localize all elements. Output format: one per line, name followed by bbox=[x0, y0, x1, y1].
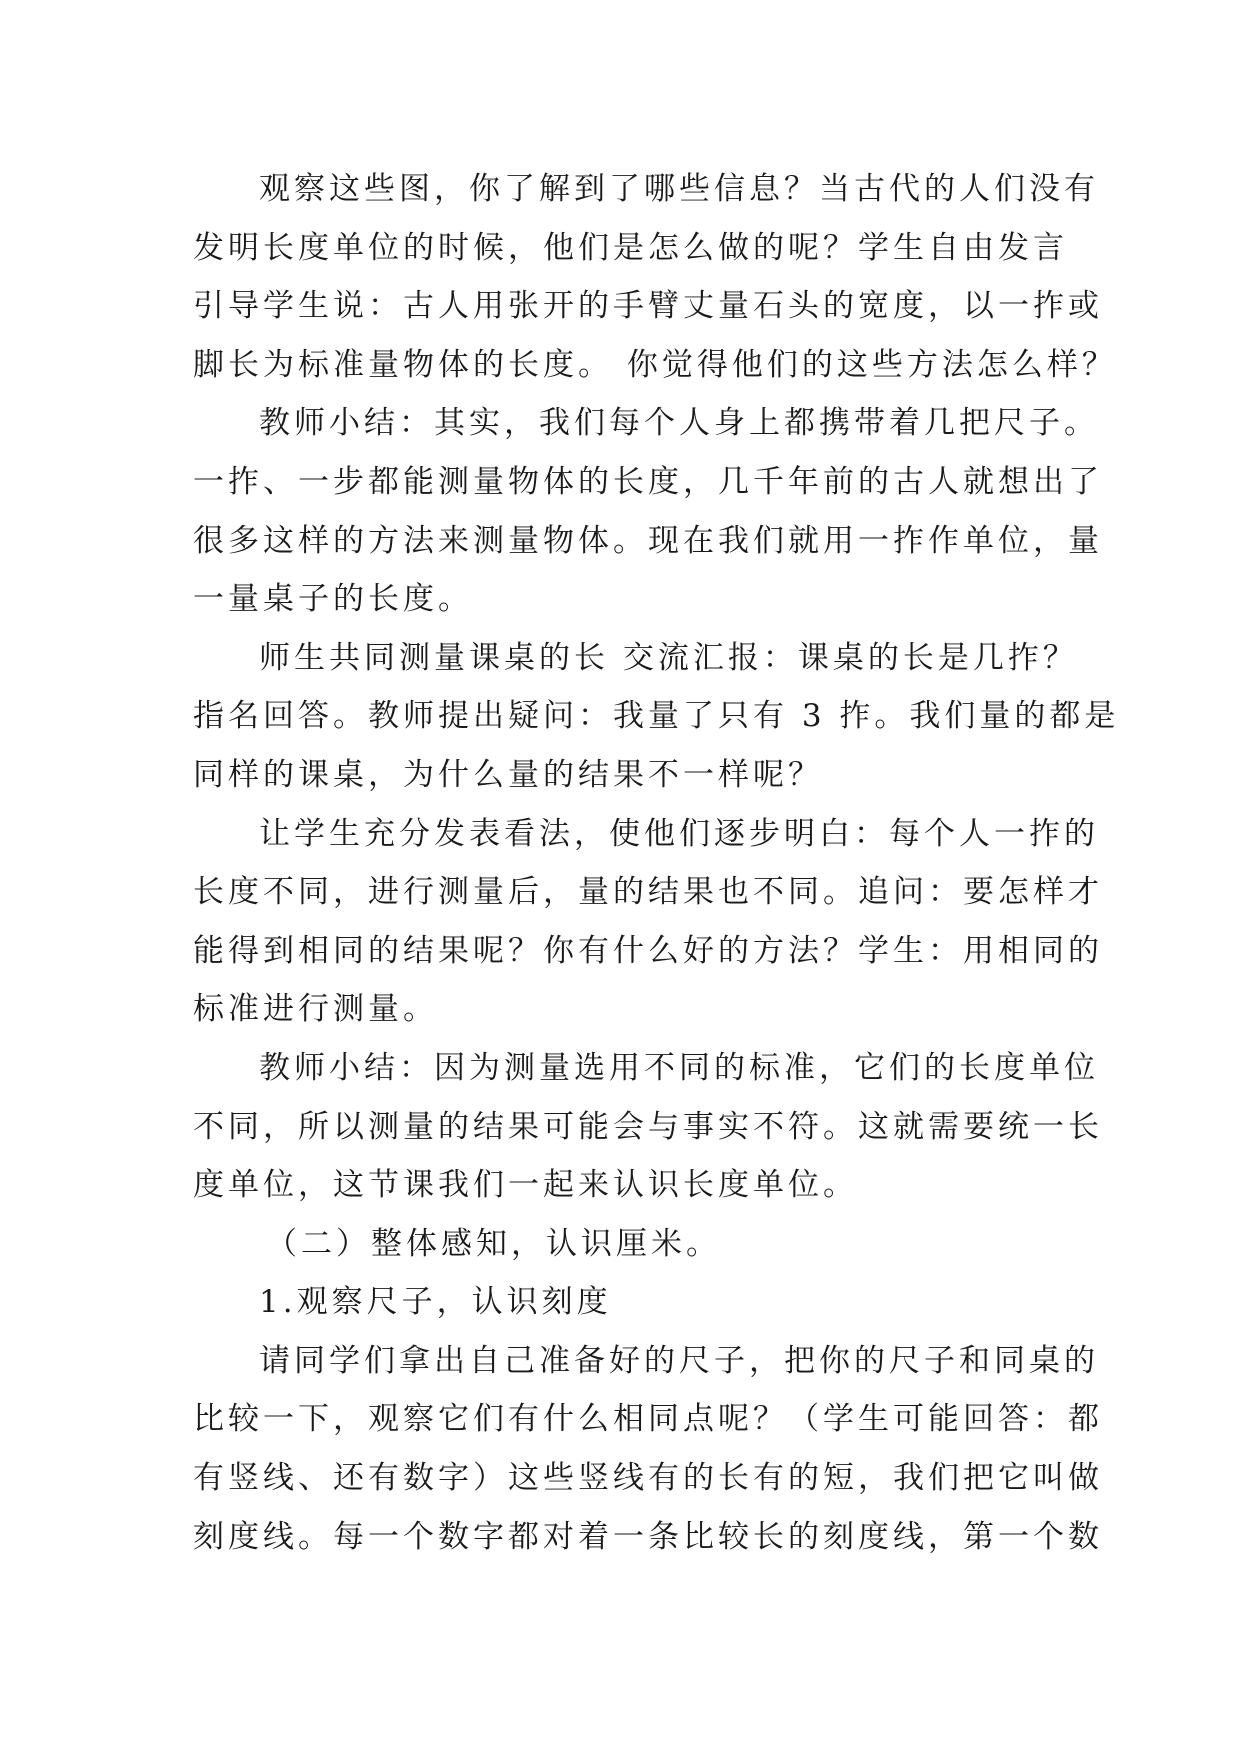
text-line: 脚长为标准量物体的长度。 你觉得他们的这些方法怎么样？ bbox=[193, 346, 1117, 383]
text-line: 同样的课桌，为什么量的结果不一样呢？ bbox=[193, 756, 823, 793]
text-line: 发明长度单位的时候，他们是怎么做的呢？学生自由发言 bbox=[193, 229, 1068, 266]
text-line: 一拃、一步都能测量物体的长度，几千年前的古人就想出了 bbox=[193, 463, 1103, 500]
text-line: 很多这样的方法来测量物体。现在我们就用一拃作单位，量 bbox=[193, 522, 1103, 559]
text-line: 请同学们拿出自己准备好的尺子，把你的尺子和同桌的 bbox=[259, 1342, 1099, 1379]
text-line: 一量桌子的长度。 bbox=[193, 581, 473, 618]
text-line: 教师小结：其实，我们每个人身上都携带着几把尺子。 bbox=[259, 405, 1099, 442]
text-line: 能得到相同的结果呢？你有什么好的方法？学生：用相同的 bbox=[193, 932, 1103, 969]
text-line: 指名回答。教师提出疑问：我量了只有 3 拃。我们量的都是 bbox=[193, 698, 1120, 735]
text-line: 标准进行测量。 bbox=[193, 991, 438, 1028]
text-line: 引导学生说：古人用张开的手臂丈量石头的宽度，以一拃或 bbox=[193, 288, 1103, 325]
text-line: 度单位，这节课我们一起来认识长度单位。 bbox=[193, 1167, 858, 1204]
text-line: 观察这些图，你了解到了哪些信息？当古代的人们没有 bbox=[259, 171, 1099, 207]
text-line: 比较一下，观察它们有什么相同点呢？（学生可能回答：都 bbox=[193, 1401, 1103, 1438]
document-body bbox=[193, 160, 1120, 1566]
text-line: 长度不同，进行测量后，量的结果也不同。追问：要怎样才 bbox=[193, 874, 1103, 911]
section-heading: （二）整体感知，认识厘米。 bbox=[266, 1225, 721, 1262]
text-line: 不同，所以测量的结果可能会与事实不符。这就需要统一长 bbox=[193, 1108, 1103, 1145]
subsection-heading: 1.观察尺子，认识刻度 bbox=[259, 1284, 612, 1321]
text-line: 让学生充分发表看法，使他们逐步明白：每个人一拃的 bbox=[259, 815, 1099, 852]
text-line: 教师小结：因为测量选用不同的标准，它们的长度单位 bbox=[259, 1049, 1099, 1086]
text-line: 刻度线。每一个数字都对着一条比较长的刻度线，第一个数 bbox=[193, 1518, 1103, 1555]
text-line: 师生共同测量课桌的长 交流汇报：课桌的长是几拃？ bbox=[259, 639, 1078, 676]
text-line: 有竖线、还有数字）这些竖线有的长有的短，我们把它叫做 bbox=[193, 1460, 1103, 1497]
